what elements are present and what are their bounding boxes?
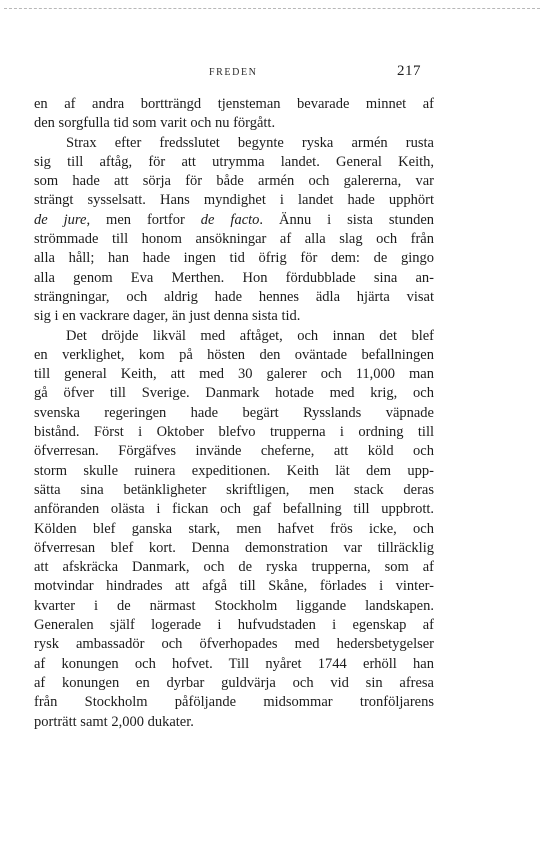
text-line: en af andra bortträngd tjensteman bevarade minnet af: [34, 96, 434, 112]
latin-term: de facto: [200, 211, 260, 228]
text-line: öfverresan. Förgäfves invände cheferne, att köld och: [34, 443, 434, 460]
running-title: FREDEN: [209, 67, 258, 78]
text-line: att afskräcka Danmark, och de ryska trupperna, som af: [34, 559, 434, 576]
text-line: gå öfver till Sverige. Danmark hotade med krig, och: [34, 385, 434, 402]
text-line: strängningar, och aldrig hade hennes ädla hjärta visat: [34, 288, 434, 305]
text-line: öfverresan blef kort. Denna demonstration var tillräcklig: [34, 539, 434, 556]
scan-edge-rule: [4, 8, 540, 9]
text-line: till general Keith, att med 30 galerer och 11,000 man: [34, 366, 434, 383]
page-header: [34, 63, 434, 83]
text-line: sätta sina betänkligheter skriftligen, men stack deras: [34, 481, 434, 498]
text-line: anföranden olästa i fickan och gaf befallning till uppbrott.: [34, 501, 434, 518]
page-number: 217: [397, 63, 421, 79]
text-line: svenska regeringen hade begärt Rysslands väpnade: [34, 404, 434, 421]
text-line: sig i en vackrare dager, än just denna sista tid.: [34, 308, 301, 325]
text-line: sig till aftåg, för att utrymma landet. General Keith,: [34, 153, 434, 170]
text-line: alla håll; han hade ingen tid öfrig för dem: de gingo: [34, 250, 434, 267]
text-line: strängt sysselsatt. Hans myndighet i landet hade upphört: [34, 192, 434, 209]
text-line: alla genom Eva Merthen. Hon fördubblade sina an-: [34, 269, 434, 286]
text-line: Generalen själf logerade i hufvudstaden i egenskap af: [34, 617, 434, 634]
text-line: [34, 211, 434, 230]
text-line: porträtt samt 2,000 dukater.: [34, 713, 194, 730]
text-line: en verklighet, kom på hösten den oväntade befallningen: [34, 346, 434, 363]
text-line: kvarter i de närmast Stockholm liggande landskapen.: [34, 597, 434, 614]
text-line: som hade att sörja för både armén och galererna, var: [34, 173, 434, 190]
latin-term: de jure: [34, 211, 87, 228]
text-line: strömmade till honom ansökningar af alla slag och från: [34, 231, 434, 248]
text-line: rysk ambassadör och öfverhopades med hedersbetygelser: [34, 636, 434, 653]
text-line: Det dröjde likväl med aftåget, och innan det blef: [66, 327, 434, 344]
text-segment: . Ännu i sista stunden: [259, 211, 435, 228]
text-segment: , men fortfor: [86, 211, 201, 228]
text-line: från Stockholm påföljande midsommar tronföljarens: [34, 694, 434, 711]
text-line: storm skulle ruinera expeditionen. Keith lät dem upp-: [34, 462, 434, 479]
text-line: af konungen en dyrbar guldvärja och vid sin afresa: [34, 674, 434, 691]
body-text: [34, 95, 434, 732]
text-line: af konungen och hofvet. Till nyåret 1744 erhöll han: [34, 655, 434, 672]
text-line: bistånd. Först i Oktober blefvo trupperna i ordning till: [34, 424, 434, 441]
text-line: Kölden blef ganska stark, men hafvet frös icke, och: [34, 520, 434, 537]
text-line: den sorgfulla tid som varit och nu förgått.: [34, 115, 276, 132]
text-line: motvindar hindrades att afgå till Skåne, förlades i vinter-: [34, 578, 434, 595]
text-line: Strax efter fredsslutet begynte ryska armén rusta: [66, 134, 434, 151]
